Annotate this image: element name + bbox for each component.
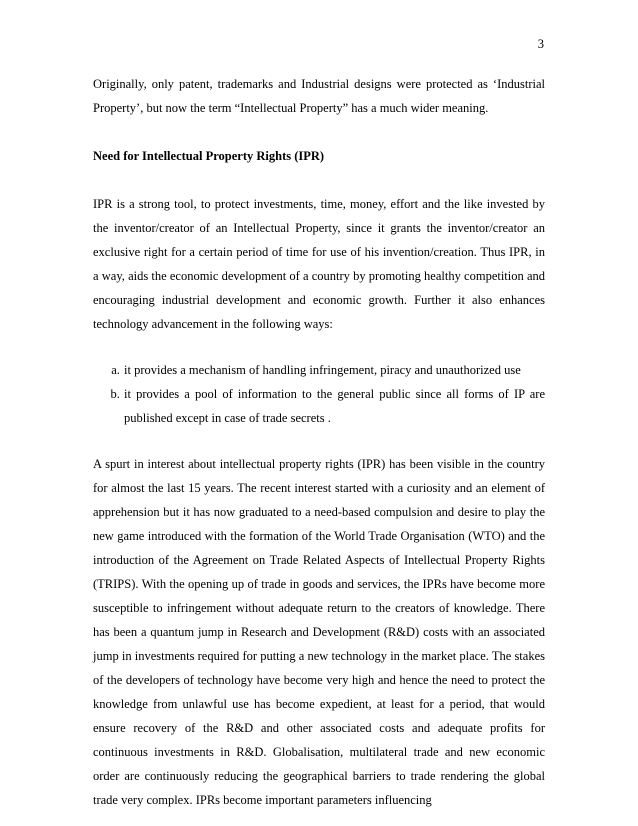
list-item: b. it provides a pool of information to the general public since all forms of IP are published except in case of trade secrets . — [123, 382, 545, 430]
page-number: 3 — [537, 37, 544, 51]
spurt-paragraph: A spurt in interest about intellectual property rights (IPR) has been visible in the country for almost the last 15 years. The recent interest started with a curiosity and an element of apprehension but it has now graduated to a need-based compulsion and desire to play the new game introduced with the formation of the World Trade Organisation (WTO) and the introduction of the Agreement on Trade Related Aspects of Intellectual Property Rights (TRIPS). With the opening up of trade in goods and services, the IPRs have become more susceptible to infringement without adequate return to the creators of knowledge. There has been a quantum jump in Research and Development (R&D) costs with an associated jump in investments required for putting a new technology in the market place. The stakes of the developers of technology have become very high and hence the need to protect the knowledge from unlawful use has become expedient, at least for a period, that would ensure recovery of the R&D and other associated costs and adequate profits for continuous investments in R&D. Globalisation, multilateral trade and new economic order are continuously reducing the geographical barriers to trade rendering the global trade very complex. IPRs become important parameters influencing — [93, 457, 545, 807]
list-item: a. it provides a mechanism of handling infringement, piracy and unauthorized use — [123, 358, 545, 382]
intro-paragraph: Originally, only patent, trademarks and Industrial designs were protected as ‘Industrial Property’, but now the term “Intellectual Property” has a much wider meaning. — [93, 77, 545, 115]
page-content — [93, 72, 545, 812]
advancement-list — [93, 358, 545, 430]
ipr-tool-paragraph: IPR is a strong tool, to protect investments, time, money, effort and the like invested by the inventor/creator of an Intellectual Property, since it grants the inventor/creator an exclusive right for a certain period of time for use of his invention/creation. Thus IPR, in a way, aids the economic development of a country by promoting healthy competition and encouraging industrial development and economic growth. Further it also enhances technology advancement in the following ways: — [93, 197, 545, 331]
section-heading: Need for Intellectual Property Rights (IPR) — [93, 149, 325, 163]
